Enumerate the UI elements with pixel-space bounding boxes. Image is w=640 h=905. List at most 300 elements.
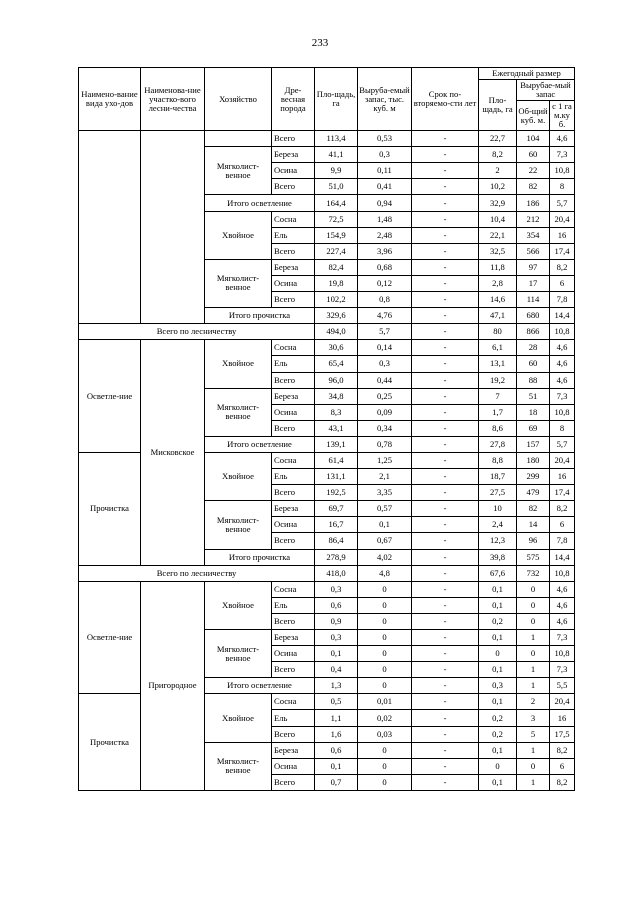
annual-total-cell: 0 bbox=[517, 646, 550, 662]
annual-total-cell: 186 bbox=[517, 195, 550, 211]
annual-area-cell: 8,2 bbox=[479, 147, 517, 163]
period-cell: - bbox=[412, 758, 479, 774]
total-label: Всего по лесничеству bbox=[79, 565, 315, 581]
annual-per-ha-cell: 7,3 bbox=[550, 662, 575, 678]
subtotal-label: Итого осветление bbox=[205, 678, 315, 694]
area-cell: 82,4 bbox=[315, 259, 358, 275]
annual-total-cell: 866 bbox=[517, 324, 550, 340]
period-cell: - bbox=[412, 678, 479, 694]
annual-area-cell: 0,1 bbox=[479, 630, 517, 646]
header-annual-stock: Вырубае-мый запас bbox=[517, 80, 575, 101]
annual-area-cell: 0,1 bbox=[479, 597, 517, 613]
area-cell: 69,7 bbox=[315, 501, 358, 517]
annual-area-cell: 14,6 bbox=[479, 292, 517, 308]
annual-area-cell: 0,3 bbox=[479, 678, 517, 694]
annual-per-ha-cell: 16 bbox=[550, 710, 575, 726]
stock-cell: 0,8 bbox=[358, 292, 412, 308]
area-cell: 192,5 bbox=[315, 485, 358, 501]
annual-area-cell: 0,1 bbox=[479, 581, 517, 597]
page-number: 233 bbox=[311, 37, 329, 49]
stock-cell: 0,57 bbox=[358, 501, 412, 517]
care-type-cell: Прочистка bbox=[79, 694, 141, 791]
area-cell: 0,7 bbox=[315, 774, 358, 790]
stock-cell: 0,03 bbox=[358, 726, 412, 742]
stock-cell: 0 bbox=[358, 630, 412, 646]
annual-total-cell: 0 bbox=[517, 758, 550, 774]
period-cell: - bbox=[412, 469, 479, 485]
annual-per-ha-cell: 8,2 bbox=[550, 501, 575, 517]
annual-total-cell: 96 bbox=[517, 533, 550, 549]
table-row bbox=[79, 340, 575, 356]
subtotal-label: Итого прочистка bbox=[205, 308, 315, 324]
annual-area-cell: 10,2 bbox=[479, 179, 517, 195]
species-cell: Береза bbox=[272, 742, 315, 758]
area-cell: 1,1 bbox=[315, 710, 358, 726]
species-cell: Всего bbox=[272, 533, 315, 549]
period-cell: - bbox=[412, 356, 479, 372]
area-cell: 61,4 bbox=[315, 452, 358, 468]
annual-total-cell: 1 bbox=[517, 678, 550, 694]
period-cell: - bbox=[412, 308, 479, 324]
stock-cell: 0 bbox=[358, 662, 412, 678]
stock-cell: 0,09 bbox=[358, 404, 412, 420]
annual-area-cell: 2 bbox=[479, 163, 517, 179]
species-cell: Всего bbox=[272, 372, 315, 388]
annual-total-cell: 180 bbox=[517, 452, 550, 468]
annual-total-cell: 680 bbox=[517, 308, 550, 324]
annual-area-cell: 32,9 bbox=[479, 195, 517, 211]
period-cell: - bbox=[412, 259, 479, 275]
header-annual: Ежегодный размер bbox=[479, 68, 575, 80]
annual-per-ha-cell: 8,2 bbox=[550, 259, 575, 275]
annual-area-cell: 67,6 bbox=[479, 565, 517, 581]
annual-total-cell: 1 bbox=[517, 774, 550, 790]
care-type-cell: Прочистка bbox=[79, 452, 141, 565]
farm-cell: Мягколист-венное bbox=[205, 259, 272, 307]
annual-area-cell: 39,8 bbox=[479, 549, 517, 565]
area-cell: 1,6 bbox=[315, 726, 358, 742]
period-cell: - bbox=[412, 292, 479, 308]
stock-cell: 0 bbox=[358, 774, 412, 790]
period-cell: - bbox=[412, 662, 479, 678]
stock-cell: 0,67 bbox=[358, 533, 412, 549]
annual-per-ha-cell: 6 bbox=[550, 275, 575, 291]
annual-area-cell: 27,5 bbox=[479, 485, 517, 501]
stock-cell: 0,25 bbox=[358, 388, 412, 404]
annual-total-cell: 2 bbox=[517, 694, 550, 710]
stock-cell: 0 bbox=[358, 758, 412, 774]
annual-area-cell: 0 bbox=[479, 646, 517, 662]
period-cell: - bbox=[412, 452, 479, 468]
stock-cell: 0,94 bbox=[358, 195, 412, 211]
species-cell: Осина bbox=[272, 758, 315, 774]
care-type-cell: Осветле-ние bbox=[79, 581, 141, 694]
period-cell: - bbox=[412, 533, 479, 549]
area-cell: 72,5 bbox=[315, 211, 358, 227]
farm-cell: Мягколист-венное bbox=[205, 630, 272, 678]
annual-area-cell: 18,7 bbox=[479, 469, 517, 485]
stock-cell: 0,68 bbox=[358, 259, 412, 275]
stock-cell: 0,01 bbox=[358, 694, 412, 710]
annual-total-cell: 575 bbox=[517, 549, 550, 565]
area-cell: 227,4 bbox=[315, 243, 358, 259]
annual-total-cell: 22 bbox=[517, 163, 550, 179]
species-cell: Береза bbox=[272, 501, 315, 517]
subtotal-label: Итого осветление bbox=[205, 436, 315, 452]
annual-per-ha-cell: 16 bbox=[550, 227, 575, 243]
area-cell: 9,9 bbox=[315, 163, 358, 179]
species-cell: Береза bbox=[272, 630, 315, 646]
period-cell: - bbox=[412, 485, 479, 501]
stock-cell: 4,76 bbox=[358, 308, 412, 324]
area-cell: 494,0 bbox=[315, 324, 358, 340]
species-cell: Сосна bbox=[272, 211, 315, 227]
header-species: Дре-весная порода bbox=[272, 68, 315, 131]
annual-area-cell: 8,6 bbox=[479, 420, 517, 436]
annual-per-ha-cell: 10,8 bbox=[550, 324, 575, 340]
species-cell: Всего bbox=[272, 292, 315, 308]
unit-cell bbox=[141, 131, 205, 324]
period-cell: - bbox=[412, 565, 479, 581]
stock-cell: 0,11 bbox=[358, 163, 412, 179]
area-cell: 41,1 bbox=[315, 147, 358, 163]
annual-area-cell: 12,3 bbox=[479, 533, 517, 549]
stock-cell: 0 bbox=[358, 581, 412, 597]
annual-total-cell: 1 bbox=[517, 630, 550, 646]
stock-cell: 4,02 bbox=[358, 549, 412, 565]
area-cell: 0,5 bbox=[315, 694, 358, 710]
period-cell: - bbox=[412, 388, 479, 404]
stock-cell: 2,1 bbox=[358, 469, 412, 485]
annual-total-cell: 97 bbox=[517, 259, 550, 275]
period-cell: - bbox=[412, 179, 479, 195]
annual-total-cell: 1 bbox=[517, 662, 550, 678]
annual-per-ha-cell: 5,7 bbox=[550, 436, 575, 452]
area-cell: 418,0 bbox=[315, 565, 358, 581]
period-cell: - bbox=[412, 404, 479, 420]
annual-area-cell: 22,1 bbox=[479, 227, 517, 243]
stock-cell: 2,48 bbox=[358, 227, 412, 243]
species-cell: Ель bbox=[272, 469, 315, 485]
stock-cell: 0,41 bbox=[358, 179, 412, 195]
annual-total-cell: 82 bbox=[517, 501, 550, 517]
farm-cell: Хвойное bbox=[205, 340, 272, 388]
annual-area-cell: 0,2 bbox=[479, 726, 517, 742]
annual-area-cell: 8,8 bbox=[479, 452, 517, 468]
area-cell: 139,1 bbox=[315, 436, 358, 452]
annual-area-cell: 32,5 bbox=[479, 243, 517, 259]
period-cell: - bbox=[412, 420, 479, 436]
area-cell: 65,4 bbox=[315, 356, 358, 372]
annual-area-cell: 47,1 bbox=[479, 308, 517, 324]
annual-per-ha-cell: 4,6 bbox=[550, 597, 575, 613]
period-cell: - bbox=[412, 436, 479, 452]
area-cell: 16,7 bbox=[315, 517, 358, 533]
annual-area-cell: 6,1 bbox=[479, 340, 517, 356]
species-cell: Осина bbox=[272, 163, 315, 179]
header-area: Пло-щадь, га bbox=[315, 68, 358, 131]
species-cell: Осина bbox=[272, 275, 315, 291]
annual-area-cell: 27,8 bbox=[479, 436, 517, 452]
annual-total-cell: 60 bbox=[517, 356, 550, 372]
farm-cell: Хвойное bbox=[205, 694, 272, 742]
period-cell: - bbox=[412, 211, 479, 227]
annual-total-cell: 104 bbox=[517, 131, 550, 147]
stock-cell: 0,34 bbox=[358, 420, 412, 436]
area-cell: 329,6 bbox=[315, 308, 358, 324]
annual-total-cell: 82 bbox=[517, 179, 550, 195]
annual-per-ha-cell: 6 bbox=[550, 758, 575, 774]
period-cell: - bbox=[412, 147, 479, 163]
stock-cell: 0,14 bbox=[358, 340, 412, 356]
species-cell: Всего bbox=[272, 243, 315, 259]
annual-per-ha-cell: 7,8 bbox=[550, 533, 575, 549]
annual-per-ha-cell: 5,7 bbox=[550, 195, 575, 211]
area-cell: 131,1 bbox=[315, 469, 358, 485]
stock-cell: 0,78 bbox=[358, 436, 412, 452]
annual-per-ha-cell: 10,8 bbox=[550, 565, 575, 581]
stock-cell: 4,8 bbox=[358, 565, 412, 581]
annual-per-ha-cell: 14,4 bbox=[550, 549, 575, 565]
period-cell: - bbox=[412, 742, 479, 758]
area-cell: 30,6 bbox=[315, 340, 358, 356]
annual-total-cell: 212 bbox=[517, 211, 550, 227]
species-cell: Береза bbox=[272, 147, 315, 163]
annual-per-ha-cell: 4,6 bbox=[550, 372, 575, 388]
period-cell: - bbox=[412, 549, 479, 565]
farm-cell: Хвойное bbox=[205, 211, 272, 259]
annual-per-ha-cell: 20,4 bbox=[550, 211, 575, 227]
farm-cell bbox=[205, 131, 272, 147]
period-cell: - bbox=[412, 694, 479, 710]
annual-area-cell: 22,7 bbox=[479, 131, 517, 147]
annual-total-cell: 18 bbox=[517, 404, 550, 420]
care-type-cell: Осветле-ние bbox=[79, 340, 141, 453]
stock-cell: 1,25 bbox=[358, 452, 412, 468]
annual-total-cell: 69 bbox=[517, 420, 550, 436]
species-cell: Всего bbox=[272, 662, 315, 678]
header-total-m3: Об-щий куб. м. bbox=[517, 101, 550, 131]
care-type-cell bbox=[79, 131, 141, 324]
stock-cell: 5,7 bbox=[358, 324, 412, 340]
subtotal-label: Итого прочистка bbox=[205, 549, 315, 565]
annual-total-cell: 14 bbox=[517, 517, 550, 533]
period-cell: - bbox=[412, 646, 479, 662]
annual-per-ha-cell: 8,2 bbox=[550, 774, 575, 790]
area-cell: 0,1 bbox=[315, 646, 358, 662]
annual-area-cell: 0,1 bbox=[479, 742, 517, 758]
table-row bbox=[79, 581, 575, 597]
annual-per-ha-cell: 4,6 bbox=[550, 340, 575, 356]
period-cell: - bbox=[412, 517, 479, 533]
stock-cell: 0,44 bbox=[358, 372, 412, 388]
stock-cell: 0,1 bbox=[358, 517, 412, 533]
species-cell: Сосна bbox=[272, 452, 315, 468]
area-cell: 0,4 bbox=[315, 662, 358, 678]
annual-total-cell: 0 bbox=[517, 581, 550, 597]
stock-cell: 0,02 bbox=[358, 710, 412, 726]
annual-total-cell: 51 bbox=[517, 388, 550, 404]
period-cell: - bbox=[412, 131, 479, 147]
species-cell: Сосна bbox=[272, 694, 315, 710]
farm-cell: Хвойное bbox=[205, 452, 272, 500]
period-cell: - bbox=[412, 324, 479, 340]
annual-per-ha-cell: 10,8 bbox=[550, 163, 575, 179]
area-cell: 43,1 bbox=[315, 420, 358, 436]
farm-cell: Мягколист-венное bbox=[205, 742, 272, 790]
annual-area-cell: 10,4 bbox=[479, 211, 517, 227]
header-unit: Наименова-ние участко-вого лесни-чества bbox=[141, 68, 205, 131]
subtotal-label: Итого осветление bbox=[205, 195, 315, 211]
annual-per-ha-cell: 4,6 bbox=[550, 613, 575, 629]
period-cell: - bbox=[412, 227, 479, 243]
annual-area-cell: 0,2 bbox=[479, 710, 517, 726]
total-row bbox=[79, 565, 575, 581]
annual-total-cell: 1 bbox=[517, 742, 550, 758]
annual-total-cell: 3 bbox=[517, 710, 550, 726]
annual-per-ha-cell: 17,5 bbox=[550, 726, 575, 742]
stock-cell: 0 bbox=[358, 742, 412, 758]
species-cell: Ель bbox=[272, 356, 315, 372]
header-annual-area: Пло-щадь, га bbox=[479, 80, 517, 131]
annual-area-cell: 0,1 bbox=[479, 774, 517, 790]
header-period: Срок по-вторяемо-сти лет bbox=[412, 68, 479, 131]
stock-cell: 0,3 bbox=[358, 356, 412, 372]
stock-cell: 0 bbox=[358, 678, 412, 694]
area-cell: 0,3 bbox=[315, 581, 358, 597]
annual-area-cell: 11,8 bbox=[479, 259, 517, 275]
period-cell: - bbox=[412, 613, 479, 629]
annual-per-ha-cell: 7,8 bbox=[550, 292, 575, 308]
species-cell: Всего bbox=[272, 726, 315, 742]
annual-per-ha-cell: 14,4 bbox=[550, 308, 575, 324]
table-row bbox=[79, 131, 575, 147]
area-cell: 0,1 bbox=[315, 758, 358, 774]
header-per-ha: с 1 га м.ку б. bbox=[550, 101, 575, 131]
header-stock: Выруба-емый запас, тыс. куб. м bbox=[358, 68, 412, 131]
area-cell: 154,9 bbox=[315, 227, 358, 243]
stock-cell: 0,12 bbox=[358, 275, 412, 291]
annual-per-ha-cell: 10,8 bbox=[550, 646, 575, 662]
species-cell: Всего bbox=[272, 420, 315, 436]
annual-total-cell: 732 bbox=[517, 565, 550, 581]
species-cell: Осина bbox=[272, 517, 315, 533]
species-cell: Всего bbox=[272, 131, 315, 147]
annual-total-cell: 28 bbox=[517, 340, 550, 356]
period-cell: - bbox=[412, 597, 479, 613]
unit-cell: Мисковское bbox=[141, 340, 205, 565]
area-cell: 8,3 bbox=[315, 404, 358, 420]
annual-per-ha-cell: 8 bbox=[550, 420, 575, 436]
species-cell: Береза bbox=[272, 259, 315, 275]
area-cell: 164,4 bbox=[315, 195, 358, 211]
period-cell: - bbox=[412, 275, 479, 291]
annual-total-cell: 566 bbox=[517, 243, 550, 259]
period-cell: - bbox=[412, 195, 479, 211]
farm-cell: Хвойное bbox=[205, 581, 272, 629]
unit-cell: Пригородное bbox=[141, 581, 205, 790]
area-cell: 102,2 bbox=[315, 292, 358, 308]
species-cell: Береза bbox=[272, 388, 315, 404]
annual-area-cell: 10 bbox=[479, 501, 517, 517]
annual-area-cell: 13,1 bbox=[479, 356, 517, 372]
annual-total-cell: 157 bbox=[517, 436, 550, 452]
annual-area-cell: 2,4 bbox=[479, 517, 517, 533]
area-cell: 96,0 bbox=[315, 372, 358, 388]
area-cell: 0,3 bbox=[315, 630, 358, 646]
period-cell: - bbox=[412, 710, 479, 726]
area-cell: 51,0 bbox=[315, 179, 358, 195]
area-cell: 86,4 bbox=[315, 533, 358, 549]
total-label: Всего по лесничеству bbox=[79, 324, 315, 340]
annual-total-cell: 0 bbox=[517, 597, 550, 613]
annual-per-ha-cell: 16 bbox=[550, 469, 575, 485]
area-cell: 19,8 bbox=[315, 275, 358, 291]
area-cell: 0,6 bbox=[315, 597, 358, 613]
stock-cell: 0 bbox=[358, 646, 412, 662]
farm-cell: Мягколист-венное bbox=[205, 147, 272, 195]
annual-total-cell: 0 bbox=[517, 613, 550, 629]
annual-total-cell: 88 bbox=[517, 372, 550, 388]
period-cell: - bbox=[412, 726, 479, 742]
period-cell: - bbox=[412, 243, 479, 259]
annual-per-ha-cell: 17,4 bbox=[550, 243, 575, 259]
species-cell: Всего bbox=[272, 179, 315, 195]
annual-total-cell: 60 bbox=[517, 147, 550, 163]
farm-cell: Мягколист-венное bbox=[205, 501, 272, 549]
species-cell: Ель bbox=[272, 597, 315, 613]
stock-cell: 0 bbox=[358, 597, 412, 613]
annual-area-cell: 7 bbox=[479, 388, 517, 404]
annual-per-ha-cell: 8,2 bbox=[550, 742, 575, 758]
area-cell: 1,3 bbox=[315, 678, 358, 694]
header-care-type: Наимено-вание вида ухо-дов bbox=[79, 68, 141, 131]
period-cell: - bbox=[412, 340, 479, 356]
forest-care-table bbox=[78, 67, 575, 791]
area-cell: 0,6 bbox=[315, 742, 358, 758]
annual-per-ha-cell: 20,4 bbox=[550, 452, 575, 468]
area-cell: 0,9 bbox=[315, 613, 358, 629]
annual-per-ha-cell: 7,3 bbox=[550, 630, 575, 646]
annual-area-cell: 2,8 bbox=[479, 275, 517, 291]
annual-total-cell: 17 bbox=[517, 275, 550, 291]
stock-cell: 1,48 bbox=[358, 211, 412, 227]
annual-total-cell: 479 bbox=[517, 485, 550, 501]
species-cell: Сосна bbox=[272, 340, 315, 356]
annual-area-cell: 1,7 bbox=[479, 404, 517, 420]
annual-per-ha-cell: 7,3 bbox=[550, 388, 575, 404]
stock-cell: 0,3 bbox=[358, 147, 412, 163]
annual-total-cell: 5 bbox=[517, 726, 550, 742]
species-cell: Ель bbox=[272, 710, 315, 726]
annual-area-cell: 0,2 bbox=[479, 613, 517, 629]
species-cell: Осина bbox=[272, 646, 315, 662]
annual-per-ha-cell: 4,6 bbox=[550, 581, 575, 597]
period-cell: - bbox=[412, 774, 479, 790]
annual-per-ha-cell: 6 bbox=[550, 517, 575, 533]
area-cell: 278,9 bbox=[315, 549, 358, 565]
species-cell: Всего bbox=[272, 613, 315, 629]
annual-per-ha-cell: 17,4 bbox=[550, 485, 575, 501]
species-cell: Осина bbox=[272, 404, 315, 420]
period-cell: - bbox=[412, 163, 479, 179]
annual-per-ha-cell: 7,3 bbox=[550, 147, 575, 163]
header-farm: Хозяйство bbox=[205, 68, 272, 131]
annual-total-cell: 299 bbox=[517, 469, 550, 485]
annual-area-cell: 19,2 bbox=[479, 372, 517, 388]
species-cell: Всего bbox=[272, 774, 315, 790]
annual-total-cell: 114 bbox=[517, 292, 550, 308]
